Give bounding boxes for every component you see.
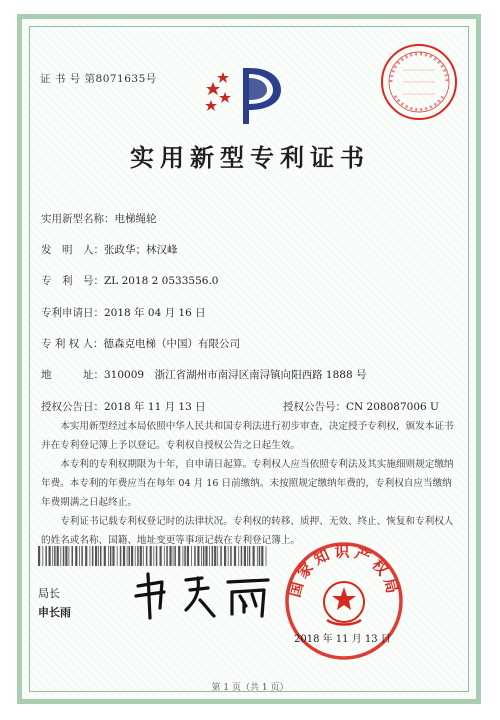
seal-text: 国家知识产权局 xyxy=(285,542,403,600)
director-title: 局长 xyxy=(38,587,60,600)
field-filing-date xyxy=(41,305,206,320)
field-label: 专利申请日： xyxy=(41,307,104,319)
field-address xyxy=(41,367,366,382)
field-label: 实用新型名称： xyxy=(41,213,115,225)
field-label: 授权公告号： xyxy=(283,401,346,413)
field-value: 张政华；林汉峰 xyxy=(104,244,178,256)
director-name: 申长雨 xyxy=(38,606,71,619)
body-paragraph-grant: 本实用新型经过本局依照中华人民共和国专利法进行初步审查，决定授予专利权，颁发本证书并在专利登记簿上予以登记。专利权自授权公告之日起生效。 xyxy=(41,421,454,451)
field-value: 2018 年 04 月 16 日 xyxy=(104,307,206,319)
field-label: 专 利 号： xyxy=(41,275,104,287)
cert-no-suffix: 号 xyxy=(145,73,157,85)
certificate-title: 实用新型专利证书 xyxy=(130,143,370,172)
field-inventor xyxy=(41,242,178,257)
seal-date: 2018 年 11 月 13 日 xyxy=(294,634,391,645)
cert-no-label: 证 书 号 第 xyxy=(40,73,96,85)
field-label: 地 址： xyxy=(41,369,104,381)
field-label: 专 利 权 人： xyxy=(41,338,104,350)
field-patentee xyxy=(41,336,240,351)
body-paragraph-term: 本专利的专利权期限为十年，自申请日起算。专利权人应当依照专利法及其实施细则规定缴纳年费。本专利的年费应当在每年 04 月 16 日前缴纳。未按照规定缴纳年费的，专利权自应当缴纳年费期满之日起终止。 xyxy=(41,459,454,508)
body-paragraph-register: 专利证书记载专利权登记时的法律状况。专利权的转移、质押、无效、终止、恢复和专利权人的姓名或名称、国籍、地址变更等事项记载在专利登记簿上。 xyxy=(41,516,454,546)
certificate-body xyxy=(41,417,461,550)
field-grant-date xyxy=(41,399,206,414)
field-grant-number xyxy=(283,399,439,414)
field-value: ZL 2018 2 0533556.0 xyxy=(104,275,219,287)
field-label: 授权公告日： xyxy=(41,401,104,413)
barcode xyxy=(38,546,268,566)
patent-office-emblem-icon xyxy=(203,64,285,128)
field-value: 310009 浙江省湖州市南浔区南浔镇向阳西路 1888 号 xyxy=(104,369,367,381)
field-patent-number xyxy=(41,273,218,288)
agency-stamp xyxy=(379,42,459,122)
field-value: 电梯绳轮 xyxy=(114,213,157,225)
field-value: 2018 年 11 月 13 日 xyxy=(104,401,206,413)
field-value: 德森克电梯（中国）有限公司 xyxy=(103,338,241,350)
cert-no-value: 8071635 xyxy=(95,73,146,85)
field-label: 发 明 人： xyxy=(41,244,104,256)
director-signature xyxy=(128,568,278,624)
field-value: CN 208087006 U xyxy=(346,401,439,413)
field-utility-model-name xyxy=(41,211,157,226)
page-number: 第 1 页（共 1 页） xyxy=(211,683,289,693)
certificate-number xyxy=(40,71,157,86)
